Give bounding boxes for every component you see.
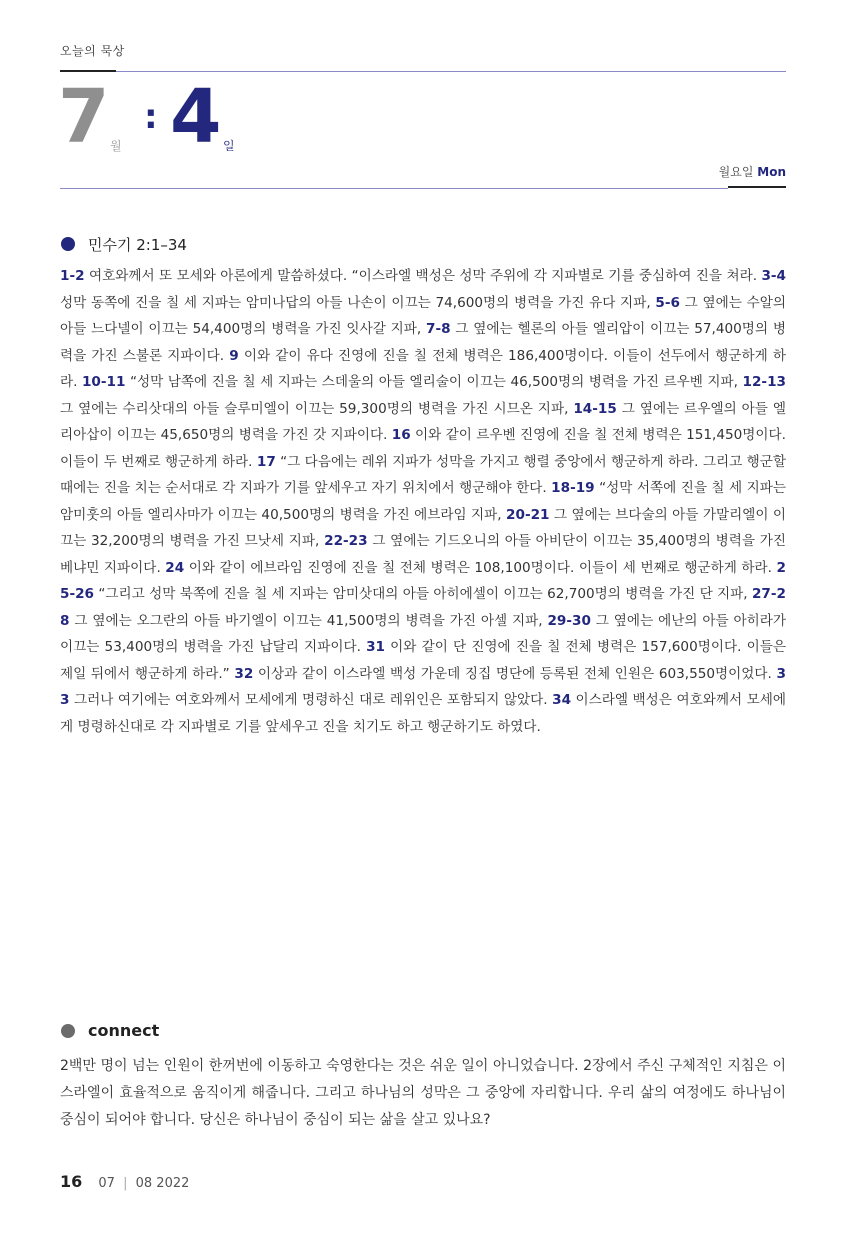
date-month-unit: 월 bbox=[110, 139, 122, 153]
date-separator: : bbox=[144, 97, 158, 137]
page-number: 16 bbox=[60, 1172, 83, 1191]
verse-number: 3-4 bbox=[761, 268, 786, 284]
passage-bullet-icon bbox=[61, 237, 75, 251]
verse-number: 34 bbox=[552, 692, 572, 708]
verse-text: 그 옆에는 기드오니의 아들 아비단이 이끄는 35,400명의 병력을 가진 베냐민 지파이다. bbox=[60, 533, 787, 576]
verse-text: 그 옆에는 에난의 아들 아히라가 이끄는 53,400명의 병력을 가진 납달리 지파이다. bbox=[60, 612, 786, 655]
verse-number: 14-15 bbox=[573, 400, 617, 417]
weekday bbox=[719, 163, 786, 180]
scripture-text bbox=[60, 263, 786, 740]
verse-text: 여호와께서 또 모세와 아론에게 말씀하셨다. “이스라엘 백성은 성막 주위에 각 지파별로 기를 중심하여 진을 쳐라. bbox=[84, 268, 762, 284]
connect-title: connect bbox=[88, 1021, 160, 1040]
verse-number: 20-21 bbox=[506, 506, 550, 523]
verse-text: “성막 남쪽에 진을 칠 세 지파는 스데울의 아들 엘리술이 이끄는 46,500명의 병력을 가진 르우벤 지파, bbox=[125, 374, 743, 390]
verse-number: 17 bbox=[256, 453, 276, 470]
date-day: 4 bbox=[170, 74, 222, 160]
date-day-unit: 일 bbox=[223, 139, 235, 153]
verse-text: 성막 동쪽에 진을 칠 세 지파는 암미나답의 아들 나손이 이끄는 74,600명의 병력을 가진 유다 지파, bbox=[60, 294, 656, 311]
date-month: 7 bbox=[58, 74, 110, 160]
issue-date: 08 2022 bbox=[135, 1176, 190, 1191]
verse-number: 33 bbox=[60, 665, 786, 708]
weekday-english: Mon bbox=[757, 165, 786, 179]
weekday-underline bbox=[728, 186, 786, 188]
section-label: 오늘의 묵상 bbox=[60, 44, 125, 58]
verse-text: 이상과 같이 이스라엘 백성 가운데 징집 명단에 등록된 전체 인원은 603,550명이었다. bbox=[253, 665, 777, 682]
verse-number: 27-28 bbox=[60, 586, 786, 629]
top-divider bbox=[116, 71, 786, 72]
verse-text: 그 옆에는 수알의 아들 느다넬이 이끄는 54,400명의 병력을 가진 잇사갈 지파, bbox=[60, 294, 787, 337]
verse-number: 18-19 bbox=[551, 480, 595, 496]
verse-number: 24 bbox=[165, 559, 185, 576]
verse-text: 그 옆에는 헬론의 아들 엘리압이 이끄는 57,400명의 병력을 가진 스불론 지파이다. bbox=[60, 321, 786, 364]
verse-number: 10-11 bbox=[81, 374, 126, 390]
verse-number: 31 bbox=[366, 639, 385, 655]
connect-bullet-icon bbox=[61, 1024, 75, 1038]
section-label-underline bbox=[60, 70, 116, 72]
verse-number: 9 bbox=[229, 347, 239, 364]
verse-text: 그러나 여기에는 여호와께서 모세에게 명령하신 대로 레위인은 포함되지 않았다. bbox=[69, 692, 553, 708]
verse-text: 그 옆에는 오그란의 아들 바기엘이 이끄는 41,500명의 병력을 가진 아셀 지파, bbox=[69, 612, 548, 629]
verse-text: “그 다음에는 레위 지파가 성막을 가지고 행렬 중앙에서 행군하게 하라. 그리고 행군할 때에는 진을 치는 순서대로 각 지파가 기를 앞세우고 자기 위치에서 행군해야 한다. bbox=[60, 453, 786, 496]
verse-text: 그 옆에는 르우엘의 아들 엘리아삽이 이끄는 45,650명의 병력을 가진 갓 지파이다. bbox=[60, 400, 786, 443]
header-divider bbox=[60, 188, 728, 189]
verse-number: 12-13 bbox=[742, 374, 786, 390]
verse-text: 이와 같이 에브라임 진영에 진을 칠 전체 병력은 108,100명이다. 이들이 세 번째로 행군하게 하라. bbox=[184, 559, 777, 576]
verse-number: 1-2 bbox=[60, 268, 85, 284]
verse-text: “그리고 성막 북쪽에 진을 칠 세 지파는 암미삿대의 아들 아히에셀이 이끄는 62,700명의 병력을 가진 단 지파, bbox=[94, 586, 752, 602]
passage-reference: 민수기 2:1–34 bbox=[88, 236, 187, 254]
verse-number: 22-23 bbox=[324, 533, 368, 549]
connect-body: 2백만 명이 넘는 인원이 한꺼번에 이동하고 숙영한다는 것은 쉬운 일이 아니었습니다. 2장에서 주신 구체적인 지침은 이스라엘이 효율적으로 움직이게 해줍니다. 그리고 하나님의 성막은 그 중앙에 자리합니다. 우리 삶의 여정에도 하나님이 중심이 되어야 합니다. 당신은 하나님이 중심이 되는 삶을 살고 있나요? bbox=[60, 1058, 786, 1128]
issue-divider: | bbox=[123, 1176, 128, 1191]
verse-text: “성막 서쪽에 진을 칠 세 지파는 암미훗의 아들 엘리사마가 이끄는 40,500명의 병력을 가진 에브라임 지파, bbox=[60, 480, 787, 523]
verse-number: 16 bbox=[391, 427, 411, 443]
issue-month: 07 bbox=[98, 1176, 115, 1191]
verse-text: 이스라엘 백성은 여호와께서 모세에게 명령하신대로 각 지파별로 기를 앞세우고 진을 치기도 하고 행군하기도 하였다. bbox=[60, 692, 786, 735]
weekday-korean: 월요일 bbox=[718, 165, 754, 179]
verse-text: 이와 같이 단 진영에 진을 칠 전체 병력은 157,600명이다. 이들은 제일 뒤에서 행군하게 하라.” bbox=[60, 639, 786, 682]
verse-number: 25-26 bbox=[60, 559, 786, 602]
verse-number: 5-6 bbox=[655, 294, 680, 311]
verse-number: 32 bbox=[234, 665, 254, 682]
verse-text: 이와 같이 르우벤 진영에 진을 칠 전체 병력은 151,450명이다. 이들이 두 번째로 행군하게 하라. bbox=[60, 427, 786, 470]
footer bbox=[60, 1172, 189, 1191]
verse-number: 7-8 bbox=[426, 321, 451, 337]
verse-text: 그 옆에는 수리삿대의 아들 슬루미엘이 이끄는 59,300명의 병력을 가진 시므온 지파, bbox=[60, 400, 574, 417]
verse-number: 29-30 bbox=[547, 612, 591, 629]
verse-text: 이와 같이 유다 진영에 진을 칠 전체 병력은 186,400명이다. 이들이 선두에서 행군하게 하라. bbox=[60, 347, 786, 390]
verse-text: 그 옆에는 브다술의 아들 가말리엘이 이끄는 32,200명의 병력을 가진 므낫세 지파, bbox=[60, 506, 787, 549]
